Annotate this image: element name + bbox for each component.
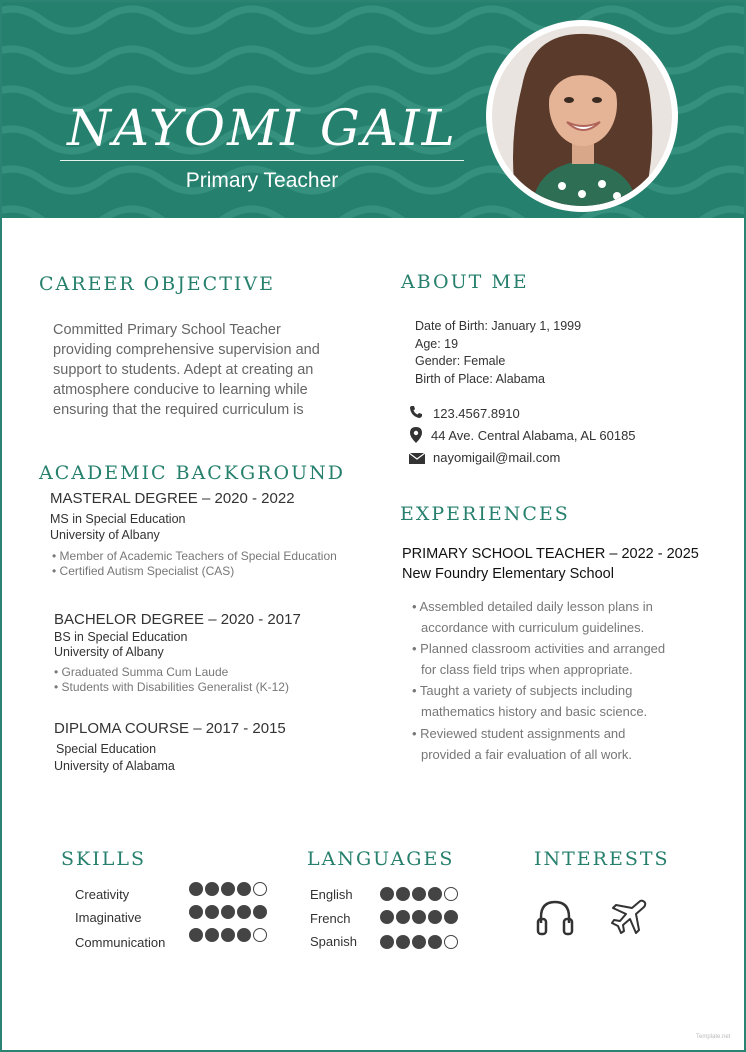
rating-dot-filled: [428, 935, 442, 949]
languages-heading: LANGUAGES: [307, 848, 455, 870]
degree-title: MASTERAL DEGREE – 2020 - 2022: [50, 490, 295, 507]
rating-dot-filled: [237, 905, 251, 919]
language-rating: [380, 887, 460, 901]
rating-dot-empty: [253, 928, 267, 942]
objective-line: providing comprehensive supervision and: [53, 342, 320, 358]
rating-dot-filled: [237, 882, 251, 896]
about-me-heading: ABOUT ME: [401, 271, 529, 293]
rating-dot-filled: [396, 935, 410, 949]
phone-icon: [409, 405, 423, 419]
rating-dot-filled: [205, 882, 219, 896]
about-birthplace: Birth of Place: Alabama: [415, 372, 545, 386]
language-rating: [380, 935, 460, 949]
degree-title: BACHELOR DEGREE – 2020 - 2017: [54, 611, 301, 628]
headphones-icon: [535, 897, 575, 937]
rating-dot-filled: [412, 935, 426, 949]
experience-bullet: accordance with curriculum guidelines.: [421, 620, 645, 635]
rating-dot-empty: [444, 935, 458, 949]
degree-title: DIPLOMA COURSE – 2017 - 2015: [54, 720, 286, 737]
rating-dot-filled: [205, 928, 219, 942]
rating-dot-empty: [253, 882, 267, 896]
skill-rating: [189, 905, 269, 919]
about-dob: Date of Birth: January 1, 1999: [415, 319, 582, 333]
candidate-name: NAYOMI GAIL: [67, 99, 457, 157]
school-name: University of Albany: [50, 528, 160, 542]
experiences-heading: EXPERIENCES: [400, 503, 570, 525]
language-label: French: [310, 911, 351, 926]
rating-dot-empty: [444, 887, 458, 901]
phone-number: 123.4567.8910: [433, 406, 520, 421]
header-banner: [2, 2, 744, 218]
profile-photo: [486, 20, 678, 212]
mail-icon: [409, 453, 425, 464]
experience-bullet: mathematics history and basic science.: [421, 704, 648, 719]
rating-dot-filled: [396, 910, 410, 924]
degree-bullet: • Certified Autism Specialist (CAS): [52, 564, 235, 578]
rating-dot-filled: [221, 928, 235, 942]
skill-rating: [189, 882, 269, 896]
language-rating: [380, 910, 460, 924]
portrait-photo: [492, 26, 672, 206]
rating-dot-filled: [253, 905, 267, 919]
experience-bullet: provided a fair evaluation of all work.: [421, 747, 633, 762]
objective-line: Committed Primary School Teacher: [53, 322, 281, 338]
experience-bullet: • Taught a variety of subjects including: [412, 683, 633, 698]
rating-dot-filled: [380, 887, 394, 901]
interests-heading: INTERESTS: [534, 848, 670, 870]
skill-label: Creativity: [75, 887, 130, 902]
rating-dot-filled: [189, 905, 203, 919]
address: 44 Ave. Central Alabama, AL 60185: [431, 428, 636, 443]
about-age: Age: 19: [415, 337, 459, 351]
employer: New Foundry Elementary School: [402, 566, 614, 582]
rating-dot-filled: [221, 905, 235, 919]
objective-line: ensuring that the required curriculum is: [53, 402, 304, 418]
rating-dot-filled: [412, 910, 426, 924]
degree-bullet: • Graduated Summa Cum Laude: [54, 665, 229, 679]
rating-dot-filled: [189, 882, 203, 896]
skill-label: Imaginative: [75, 910, 142, 925]
rating-dot-filled: [380, 935, 394, 949]
degree-name: Special Education: [56, 742, 157, 756]
email[interactable]: nayomigail@mail.com: [433, 450, 561, 465]
skill-rating: [189, 928, 269, 942]
objective-line: support to students. Adept at creating an: [53, 362, 314, 378]
language-label: English: [310, 887, 353, 902]
rating-dot-filled: [428, 910, 442, 924]
degree-name: MS in Special Education: [50, 512, 186, 526]
rating-dot-filled: [444, 910, 458, 924]
skills-heading: SKILLS: [61, 848, 146, 870]
experience-bullet: • Planned classroom activities and arranged: [412, 641, 666, 656]
experience-bullet: for class field trips when appropriate.: [421, 662, 633, 677]
rating-dot-filled: [380, 910, 394, 924]
school-name: University of Albany: [54, 645, 164, 659]
rating-dot-filled: [189, 928, 203, 942]
template-credit: Template.net: [696, 1034, 731, 1040]
job-title: Primary Teacher: [185, 169, 339, 192]
skill-label: Communication: [75, 935, 166, 950]
rating-dot-filled: [205, 905, 219, 919]
objective-line: atmosphere conducive to learning while: [53, 382, 308, 398]
about-gender: Gender: Female: [415, 354, 506, 368]
language-label: Spanish: [310, 934, 357, 949]
location-pin-icon: [410, 427, 422, 443]
rating-dot-filled: [396, 887, 410, 901]
degree-bullet: • Member of Academic Teachers of Special Education: [52, 549, 337, 563]
degree-bullet: • Students with Disabilities Generalist (K-12): [54, 680, 289, 694]
degree-name: BS in Special Education: [54, 630, 188, 644]
rating-dot-filled: [237, 928, 251, 942]
airplane-icon: [609, 897, 649, 937]
rating-dot-filled: [428, 887, 442, 901]
experience-bullet: • Assembled detailed daily lesson plans in: [412, 599, 653, 614]
career-objective-heading: CAREER OBJECTIVE: [39, 273, 275, 295]
academic-background-heading: ACADEMIC BACKGROUND: [39, 462, 345, 484]
school-name: University of Alabama: [54, 759, 175, 773]
experience-bullet: • Reviewed student assignments and: [412, 726, 626, 741]
rating-dot-filled: [412, 887, 426, 901]
name-divider: [60, 160, 464, 161]
rating-dot-filled: [221, 882, 235, 896]
job-role: PRIMARY SCHOOL TEACHER – 2022 - 2025: [402, 546, 699, 562]
